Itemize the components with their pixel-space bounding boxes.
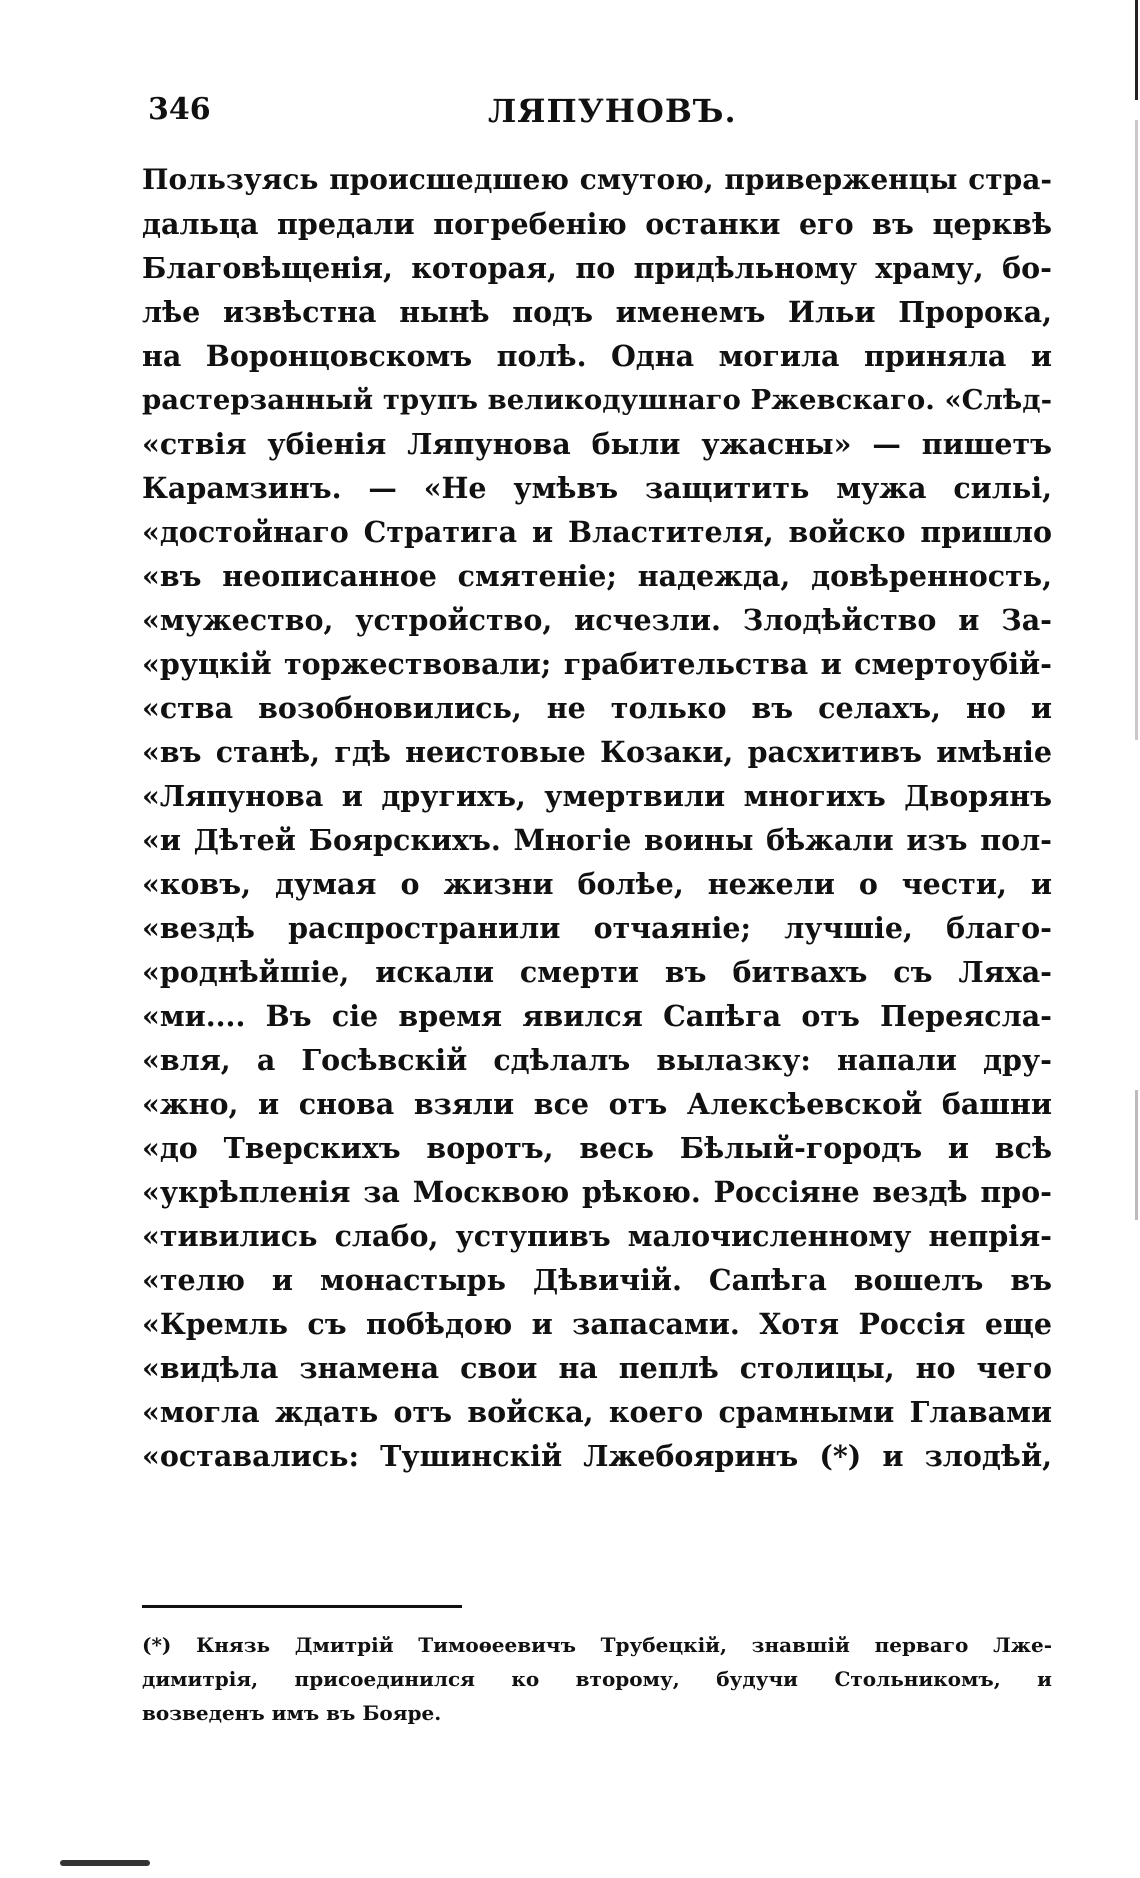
text-line: «видѣла знамена свои на пеплѣ столицы, но чего (142, 1351, 1052, 1385)
text-line: «въ неописанное смятеніе; надежда, довѣренность, (142, 559, 1052, 593)
text-line: растерзанный трупъ великодушнаго Ржевскаго. «Слѣд- (142, 384, 1052, 416)
text-line: дальца предали погребенію останки его въ церквѣ (142, 207, 1052, 241)
page-number: 346 (148, 92, 211, 127)
text-line: «вездѣ распространили отчаяніе; лучшіе, благо- (142, 911, 1052, 945)
text-line: Благовѣщенія, которая, по придѣльному храму, бо- (142, 251, 1052, 285)
footnote-line: димитрія, присоединился ко второму, будучи Стольникомъ, и (142, 1667, 1052, 1691)
text-line: «ствія убіенія Ляпунова были ужасны» — пишетъ (142, 427, 1052, 461)
text-line: «ми.... Въ сіе время явился Сапѣга отъ Переясла- (142, 999, 1052, 1033)
text-line: «вля, а Госѣвскій сдѣлалъ вылазку: напали дру- (142, 1043, 1052, 1077)
page-edge-shadow (1135, 1090, 1138, 1220)
footnote (142, 1628, 1052, 1730)
text-line: лѣе извѣстна нынѣ подъ именемъ Ильи Пророка, (142, 295, 1052, 329)
page-edge-shadow (1135, 120, 1138, 740)
text-line: «жно, и снова взяли все отъ Алексѣевской башни (142, 1087, 1052, 1121)
text-line: «руцкій торжествовали; грабительства и смертоубій- (142, 647, 1052, 681)
text-line: «Ляпунова и другихъ, умертвили многихъ Дворянъ (142, 779, 1052, 813)
footnote-line: возведенъ имъ въ Бояре. (142, 1701, 442, 1725)
text-line: «Кремль съ побѣдою и запасами. Хотя Россія еще (142, 1307, 1052, 1341)
text-line: «укрѣпленія за Москвою рѣкою. Россіяне вездѣ про- (142, 1175, 1052, 1209)
text-line: «ковъ, думая о жизни болѣе, нежели о чести, и (142, 867, 1052, 901)
text-line: «въ станѣ, гдѣ неистовые Козаки, расхитивъ имѣніе (142, 735, 1052, 769)
footnote-line: (*) Князь Дмитрій Тимоѳеевичъ Трубецкій, знавшій перваго Лже- (142, 1633, 1052, 1657)
text-line: «телю и монастырь Дѣвичій. Сапѣга вошелъ въ (142, 1263, 1052, 1297)
text-line: Карамзинъ. — «Не умѣвъ защитить мужа сильі, (142, 471, 1052, 505)
page-header (148, 92, 1048, 142)
text-line: «тивились слабо, уступивъ малочисленному непрія- (142, 1219, 1052, 1253)
text-line: «до Тверскихъ воротъ, весь Бѣлый-городъ и всѣ (142, 1131, 1052, 1165)
running-title: ЛЯПУНОВЪ. (488, 92, 737, 130)
text-line: «оставались: Тушинскій Лжебояринъ (*) и злодѣй, (142, 1439, 1052, 1473)
text-line: «ства возобновились, не только въ селахъ, но и (142, 691, 1052, 725)
footnote-rule (142, 1605, 462, 1608)
ink-smudge (60, 1860, 150, 1866)
text-line: «достойнаго Стратига и Властителя, войско пришло (142, 515, 1052, 549)
text-line: «мужество, устройство, исчезли. Злодѣйство и За- (142, 603, 1052, 637)
text-line: на Воронцовскомъ полѣ. Одна могила приняла и (142, 339, 1052, 373)
page-edge-shadow (1135, 0, 1138, 100)
text-line: «и Дѣтей Боярскихъ. Многіе воины бѣжали изъ пол- (142, 823, 1052, 857)
text-line: Пользуясь происшедшею смутою, приверженцы стра- (142, 163, 1052, 196)
main-text (142, 158, 1052, 1478)
text-line: «роднѣйшіе, искали смерти въ битвахъ съ Ляха- (142, 955, 1052, 989)
text-line: «могла ждать отъ войска, коего срамными Главами (142, 1395, 1052, 1429)
